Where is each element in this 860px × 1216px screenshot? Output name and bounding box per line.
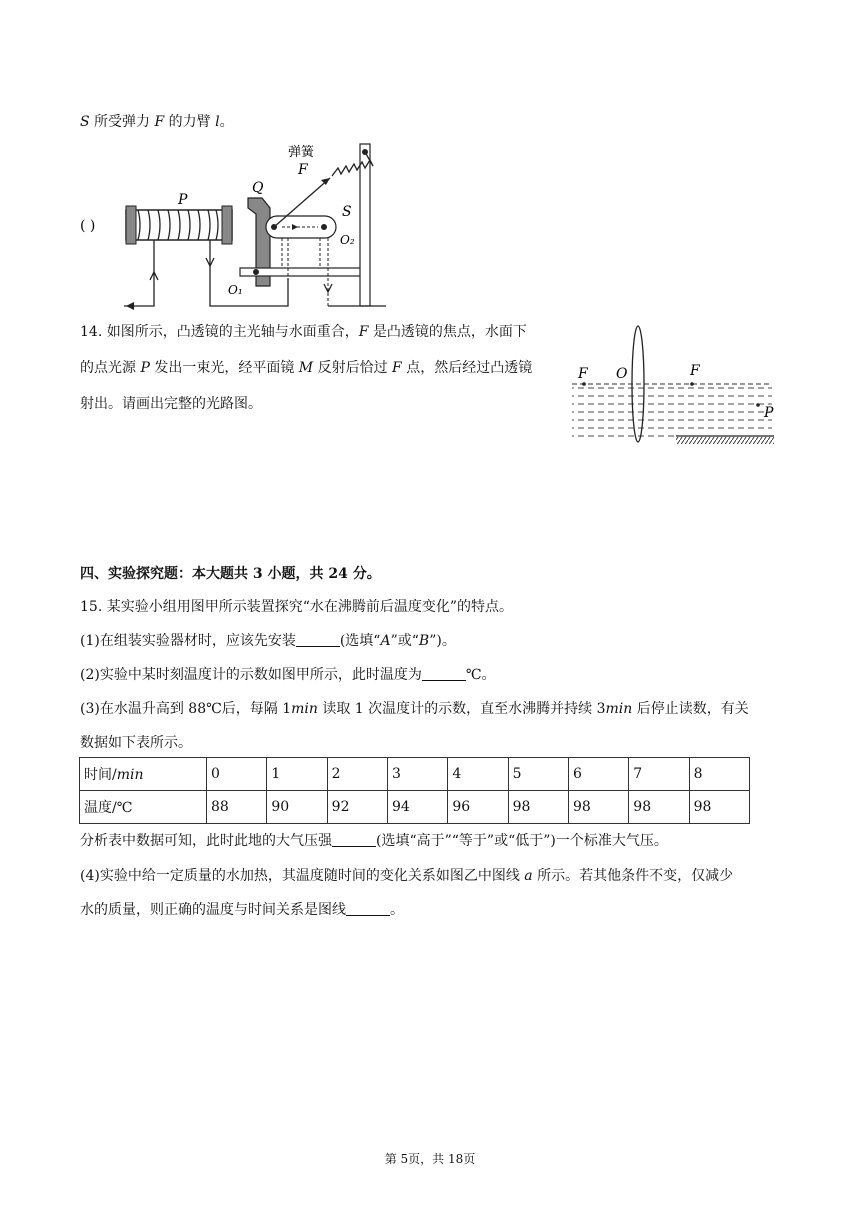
table-cell: 98 — [689, 791, 749, 824]
table-cell: 98 — [568, 791, 628, 824]
table-cell: 3 — [387, 758, 447, 791]
table-cell: 98 — [508, 791, 568, 824]
table-cell: 4 — [448, 758, 508, 791]
table-cell: 2 — [327, 758, 387, 791]
table-row-time — [80, 758, 750, 791]
label-f-right: F — [690, 363, 700, 379]
table-cell: 8 — [689, 758, 749, 791]
q14-line-3: 射出。请画出完整的光路图。 — [80, 396, 262, 412]
table-cell: 94 — [387, 791, 447, 824]
table-cell: 6 — [568, 758, 628, 791]
q15-part-3: (3)在水温升高到 88℃后，每隔 1min 读取 1 次温度计的示数，直至水沸腾并持续 3min 后停止读数，有关 — [80, 701, 749, 717]
q15-part-3-cont: 数据如下表所示。 — [80, 735, 192, 751]
coil-right-end — [222, 206, 232, 244]
table-cell: 7 — [629, 758, 689, 791]
wire-left — [124, 240, 154, 306]
q14-line-2: 的点光源 P 发出一束光，经平面镜 M 反射后恰过 F 点，然后经过凸透镜 — [80, 360, 533, 376]
table-cell: 90 — [267, 791, 327, 824]
table-cell: 98 — [629, 791, 689, 824]
answer-blank-2[interactable] — [422, 666, 466, 681]
q15-part-3-analysis: 分析表中数据可知，此时此地的大气压强 (选填“高于”“等于”或“低于”)一个标准大气压。 — [80, 833, 668, 849]
answer-blank-4[interactable] — [346, 901, 390, 916]
q14-line-1: 14. 如图所示，凸透镜的主光轴与水面重合，F 是凸透镜的焦点，水面下 — [80, 324, 527, 340]
label-o1: O₁ — [228, 283, 243, 297]
answer-paren: ( ) — [80, 218, 96, 234]
table-cell: 88 — [207, 791, 267, 824]
label-spring: 弹簧 — [288, 145, 315, 160]
q15-part-4-cont: 水的质量，则正确的温度与时间关系是图线 。 — [80, 902, 404, 918]
label-p: P — [178, 192, 188, 208]
wire-arrow-right — [126, 302, 134, 310]
light-source-dot — [756, 403, 760, 407]
base-rod — [240, 268, 368, 276]
lens-water-figure — [568, 320, 782, 450]
mirror-hatching — [676, 437, 774, 444]
q15-part-1: (1)在组装实验器材时，应该先安装 (选填“A”或“B”)。 — [80, 633, 456, 649]
electromagnet-figure — [76, 138, 396, 313]
q15-intro: 15. 某实验小组用图甲所示装置探究“水在沸腾前后温度变化”的特点。 — [80, 599, 514, 615]
label-f-left: F — [578, 366, 588, 382]
label-s: S — [342, 204, 352, 220]
q15-part-2: (2)实验中某时刻温度计的示数如图甲所示，此时温度为 ℃。 — [80, 667, 496, 683]
table-cell: 1 — [267, 758, 327, 791]
water-body — [572, 384, 772, 440]
q15-part-4: (4)实验中给一定质量的水加热，其温度随时间的变化关系如图乙中图线 a 所示。若其他条件不变，仅减少 — [80, 868, 734, 884]
page-footer: 第 5页，共 18页 — [384, 1152, 476, 1166]
table-row-temp — [80, 791, 750, 824]
pivot-o2 — [321, 224, 327, 230]
table-header-temp: 温度/℃ — [80, 791, 207, 824]
table-cell: 92 — [327, 791, 387, 824]
table-header-time: 时间/min — [80, 758, 207, 791]
table-cell: 96 — [448, 791, 508, 824]
label-o2: O₂ — [340, 233, 355, 247]
label-f: F — [298, 162, 308, 178]
table-cell: 0 — [207, 758, 267, 791]
table-cell: 5 — [508, 758, 568, 791]
focus-left-dot — [582, 382, 586, 386]
label-q: Q — [252, 180, 264, 196]
answer-blank-3[interactable] — [332, 832, 376, 847]
temperature-table — [79, 757, 750, 824]
label-p: P — [764, 405, 774, 421]
q13-tail-text: S 所受弹力 F 的力臂 l。 — [80, 114, 234, 130]
section-heading: 四、实验探究题：本大题共 3 小题，共 24 分。 — [80, 566, 381, 582]
answer-blank-1[interactable] — [296, 632, 340, 647]
focus-right-dot — [690, 382, 694, 386]
coil-left-end — [126, 206, 136, 244]
pivot-o1 — [253, 269, 259, 275]
label-o: O — [616, 366, 628, 382]
